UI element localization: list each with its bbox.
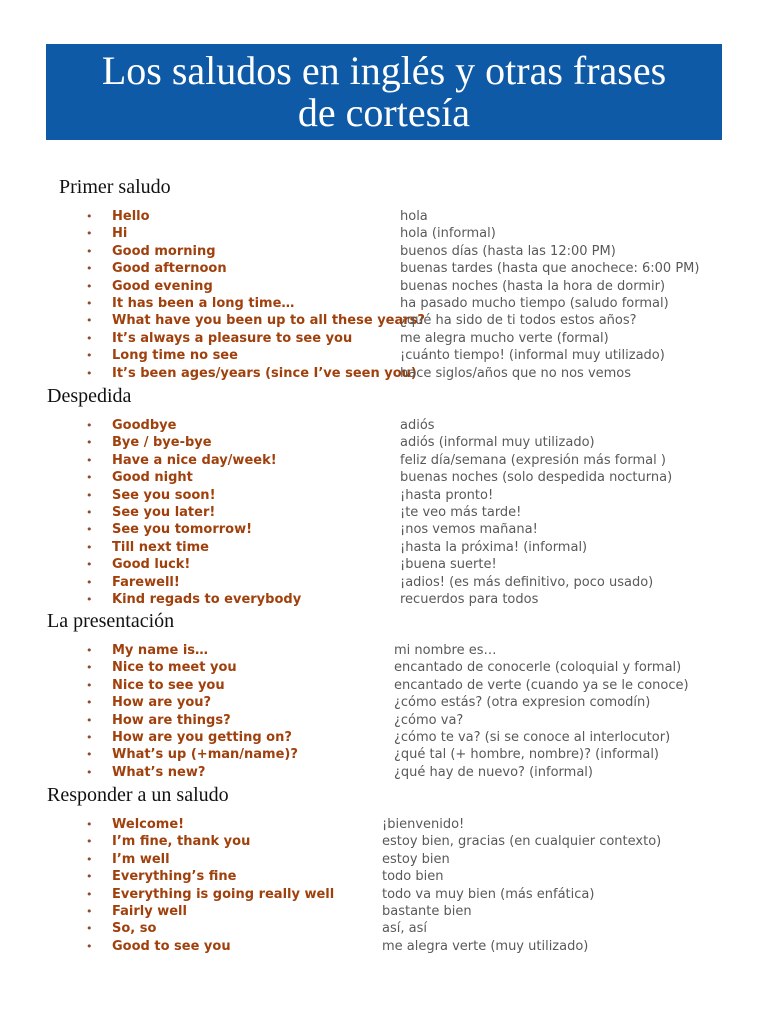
- spanish-translation: feliz día/semana (expresión más formal ): [400, 452, 666, 468]
- list-item: [0, 452, 768, 469]
- list-item: [0, 417, 768, 434]
- list-item: [0, 903, 768, 920]
- english-phrase: How are you?: [112, 695, 212, 711]
- english-phrase: What’s new?: [112, 764, 206, 780]
- section-heading: La presentación: [47, 610, 175, 632]
- bullet-icon: •: [86, 592, 93, 606]
- english-phrase: It’s been ages/years (since I’ve seen you): [112, 365, 417, 381]
- spanish-translation: recuerdos para todos: [400, 591, 539, 607]
- spanish-translation: adiós: [400, 418, 435, 433]
- spanish-translation: ¡nos vemos mañana!: [400, 522, 538, 538]
- spanish-translation: ¡hasta pronto!: [400, 487, 494, 503]
- spanish-translation: ¡te veo más tarde!: [400, 504, 522, 520]
- list-item: [0, 851, 768, 868]
- bullet-icon: •: [86, 575, 93, 589]
- list-item: [0, 746, 768, 763]
- english-phrase: So, so: [112, 921, 157, 937]
- bullet-icon: •: [86, 279, 93, 293]
- bullet-icon: •: [86, 244, 93, 258]
- list-item: [0, 642, 768, 659]
- list-item: [0, 920, 768, 937]
- spanish-translation: estoy bien, gracias (en cualquier contexto): [382, 834, 662, 850]
- bullet-icon: •: [86, 678, 93, 692]
- bullet-icon: •: [86, 349, 93, 363]
- bullet-icon: •: [86, 227, 93, 241]
- section-primer-saludo: [0, 176, 768, 382]
- spanish-translation: bastante bien: [382, 903, 472, 919]
- page-title-line-1: Los saludos en inglés y otras frases: [101, 48, 667, 93]
- section-heading: Primer saludo: [59, 176, 171, 198]
- spanish-translation: encantado de verte (cuando ya se le conoce): [394, 677, 689, 693]
- spanish-translation: buenas noches (solo despedida nocturna): [400, 470, 673, 486]
- spanish-translation: todo bien: [382, 869, 444, 885]
- english-phrase: Good evening: [112, 278, 213, 294]
- bullet-icon: •: [86, 523, 93, 537]
- spanish-translation: ¿cómo estás? (otra expresion comodín): [394, 695, 651, 711]
- list-item: [0, 347, 768, 364]
- bullet-icon: •: [86, 713, 93, 727]
- spanish-translation: todo va muy bien (más enfática): [382, 886, 595, 902]
- bullet-icon: •: [86, 852, 93, 866]
- bullet-icon: •: [86, 314, 93, 328]
- bullet-icon: •: [86, 453, 93, 467]
- english-phrase: Good luck!: [112, 557, 191, 573]
- list-item: [0, 833, 768, 850]
- list-item: [0, 694, 768, 711]
- english-phrase: I’m fine, thank you: [112, 834, 251, 850]
- section-responder-saludo: [0, 784, 768, 955]
- english-phrase: It’s always a pleasure to see you: [112, 330, 353, 346]
- phrase-list: [0, 417, 768, 608]
- english-phrase: Nice to see you: [112, 677, 225, 693]
- english-phrase: Goodbye: [112, 418, 177, 433]
- spanish-translation: buenas noches (hasta la hora de dormir): [400, 278, 666, 294]
- english-phrase: Nice to meet you: [112, 660, 237, 676]
- list-item: [0, 469, 768, 486]
- list-item: [0, 659, 768, 676]
- list-item: [0, 521, 768, 538]
- bullet-icon: •: [86, 939, 93, 953]
- phrase-list: [0, 816, 768, 955]
- bullet-icon: •: [86, 436, 93, 450]
- spanish-translation: ¡cuánto tiempo! (informal muy utilizado): [400, 348, 665, 364]
- english-phrase: See you soon!: [112, 487, 216, 503]
- bullet-icon: •: [86, 765, 93, 779]
- list-item: [0, 591, 768, 608]
- bullet-icon: •: [86, 488, 93, 502]
- bullet-icon: •: [86, 419, 93, 432]
- list-item: [0, 243, 768, 260]
- bullet-icon: •: [86, 296, 93, 310]
- english-phrase: Farewell!: [112, 574, 180, 590]
- title-banner: [46, 44, 722, 140]
- bullet-icon: •: [86, 730, 93, 744]
- list-item: [0, 886, 768, 903]
- list-item: [0, 487, 768, 504]
- bullet-icon: •: [86, 540, 93, 554]
- spanish-translation: ha pasado mucho tiempo (saludo formal): [400, 295, 669, 311]
- spanish-translation: encantado de conocerle (coloquial y formal): [394, 660, 682, 676]
- bullet-icon: •: [86, 922, 93, 936]
- bullet-icon: •: [86, 870, 93, 884]
- english-phrase: Good morning: [112, 243, 216, 259]
- spanish-translation: ¿cómo va?: [394, 712, 464, 728]
- spanish-translation: buenas tardes (hasta que anochece: 6:00 PM): [400, 261, 700, 277]
- list-item: [0, 764, 768, 781]
- spanish-translation: buenos días (hasta las 12:00 PM): [400, 243, 616, 259]
- english-phrase: Good night: [112, 470, 193, 486]
- section-la-presentacion: [0, 610, 768, 781]
- bullet-icon: •: [86, 644, 93, 657]
- list-item: [0, 330, 768, 347]
- list-item: [0, 278, 768, 295]
- list-item: [0, 712, 768, 729]
- list-item: [0, 365, 768, 382]
- english-phrase: Bye / bye-bye: [112, 435, 212, 451]
- english-phrase: Everything’s fine: [112, 869, 237, 885]
- english-phrase: My name is…: [112, 643, 209, 658]
- bullet-icon: •: [86, 262, 93, 276]
- list-item: [0, 434, 768, 451]
- english-phrase: Hello: [112, 209, 150, 224]
- english-phrase: Good afternoon: [112, 261, 227, 277]
- list-item: [0, 729, 768, 746]
- english-phrase: Everything is going really well: [112, 886, 335, 902]
- spanish-translation: ¡hasta la próxima! (informal): [400, 539, 588, 555]
- spanish-translation: ¡bienvenido!: [382, 817, 465, 832]
- section-despedida: [0, 385, 768, 608]
- spanish-translation: estoy bien: [382, 851, 450, 867]
- spanish-translation: ¿cómo te va? (si se conoce al interlocutor): [394, 729, 671, 745]
- english-phrase: Kind regads to everybody: [112, 591, 302, 607]
- spanish-translation: hola: [400, 209, 428, 224]
- section-heading: Despedida: [47, 385, 132, 407]
- bullet-icon: •: [86, 558, 93, 572]
- bullet-icon: •: [86, 696, 93, 710]
- bullet-icon: •: [86, 661, 93, 675]
- bullet-icon: •: [86, 904, 93, 918]
- english-phrase: Till next time: [112, 539, 209, 555]
- spanish-translation: mi nombre es…: [394, 643, 497, 658]
- list-item: [0, 260, 768, 277]
- list-item: [0, 539, 768, 556]
- spanish-translation: así, así: [382, 921, 427, 937]
- english-phrase: Welcome!: [112, 817, 185, 832]
- english-phrase: What have you been up to all these years?: [112, 313, 425, 329]
- list-item: [0, 677, 768, 694]
- spanish-translation: ¿qué hay de nuevo? (informal): [394, 764, 593, 780]
- list-item: [0, 868, 768, 885]
- phrase-list: [0, 208, 768, 382]
- list-item: [0, 295, 768, 312]
- english-phrase: It has been a long time…: [112, 295, 295, 311]
- english-phrase: See you tomorrow!: [112, 522, 253, 538]
- english-phrase: What’s up (+man/name)?: [112, 747, 298, 763]
- english-phrase: Fairly well: [112, 903, 187, 919]
- spanish-translation: ¡adios! (es más definitivo, poco usado): [400, 574, 654, 590]
- bullet-icon: •: [86, 471, 93, 485]
- spanish-translation: ¡buena suerte!: [400, 557, 497, 573]
- spanish-translation: ¿qué tal (+ hombre, nombre)? (informal): [394, 747, 660, 763]
- list-item: [0, 574, 768, 591]
- bullet-icon: •: [86, 835, 93, 849]
- list-item: [0, 312, 768, 329]
- list-item: [0, 208, 768, 225]
- bullet-icon: •: [86, 210, 93, 223]
- english-phrase: Long time no see: [112, 348, 238, 364]
- spanish-translation: me alegra verte (muy utilizado): [382, 938, 589, 954]
- english-phrase: See you later!: [112, 504, 216, 520]
- bullet-icon: •: [86, 505, 93, 519]
- list-item: [0, 504, 768, 521]
- list-item: [0, 225, 768, 242]
- section-heading: Responder a un saludo: [47, 784, 229, 806]
- spanish-translation: adiós (informal muy utilizado): [400, 435, 595, 451]
- bullet-icon: •: [86, 887, 93, 901]
- list-item: [0, 938, 768, 955]
- bullet-icon: •: [86, 366, 93, 380]
- english-phrase: How are things?: [112, 712, 231, 728]
- page-title-line-2: de cortesía: [297, 90, 471, 135]
- spanish-translation: hola (informal): [400, 226, 496, 242]
- spanish-translation: ¿qué ha sido de ti todos estos años?: [400, 313, 637, 329]
- english-phrase: Have a nice day/week!: [112, 452, 277, 468]
- english-phrase: Hi: [112, 226, 128, 242]
- english-phrase: Good to see you: [112, 938, 231, 954]
- bullet-icon: •: [86, 331, 93, 345]
- english-phrase: How are you getting on?: [112, 729, 292, 745]
- english-phrase: I’m well: [112, 851, 170, 867]
- phrase-list: [0, 642, 768, 781]
- list-item: [0, 816, 768, 833]
- spanish-translation: hace siglos/años que no nos vemos: [400, 365, 632, 381]
- bullet-icon: •: [86, 818, 93, 831]
- list-item: [0, 556, 768, 573]
- bullet-icon: •: [86, 748, 93, 762]
- spanish-translation: me alegra mucho verte (formal): [400, 330, 609, 346]
